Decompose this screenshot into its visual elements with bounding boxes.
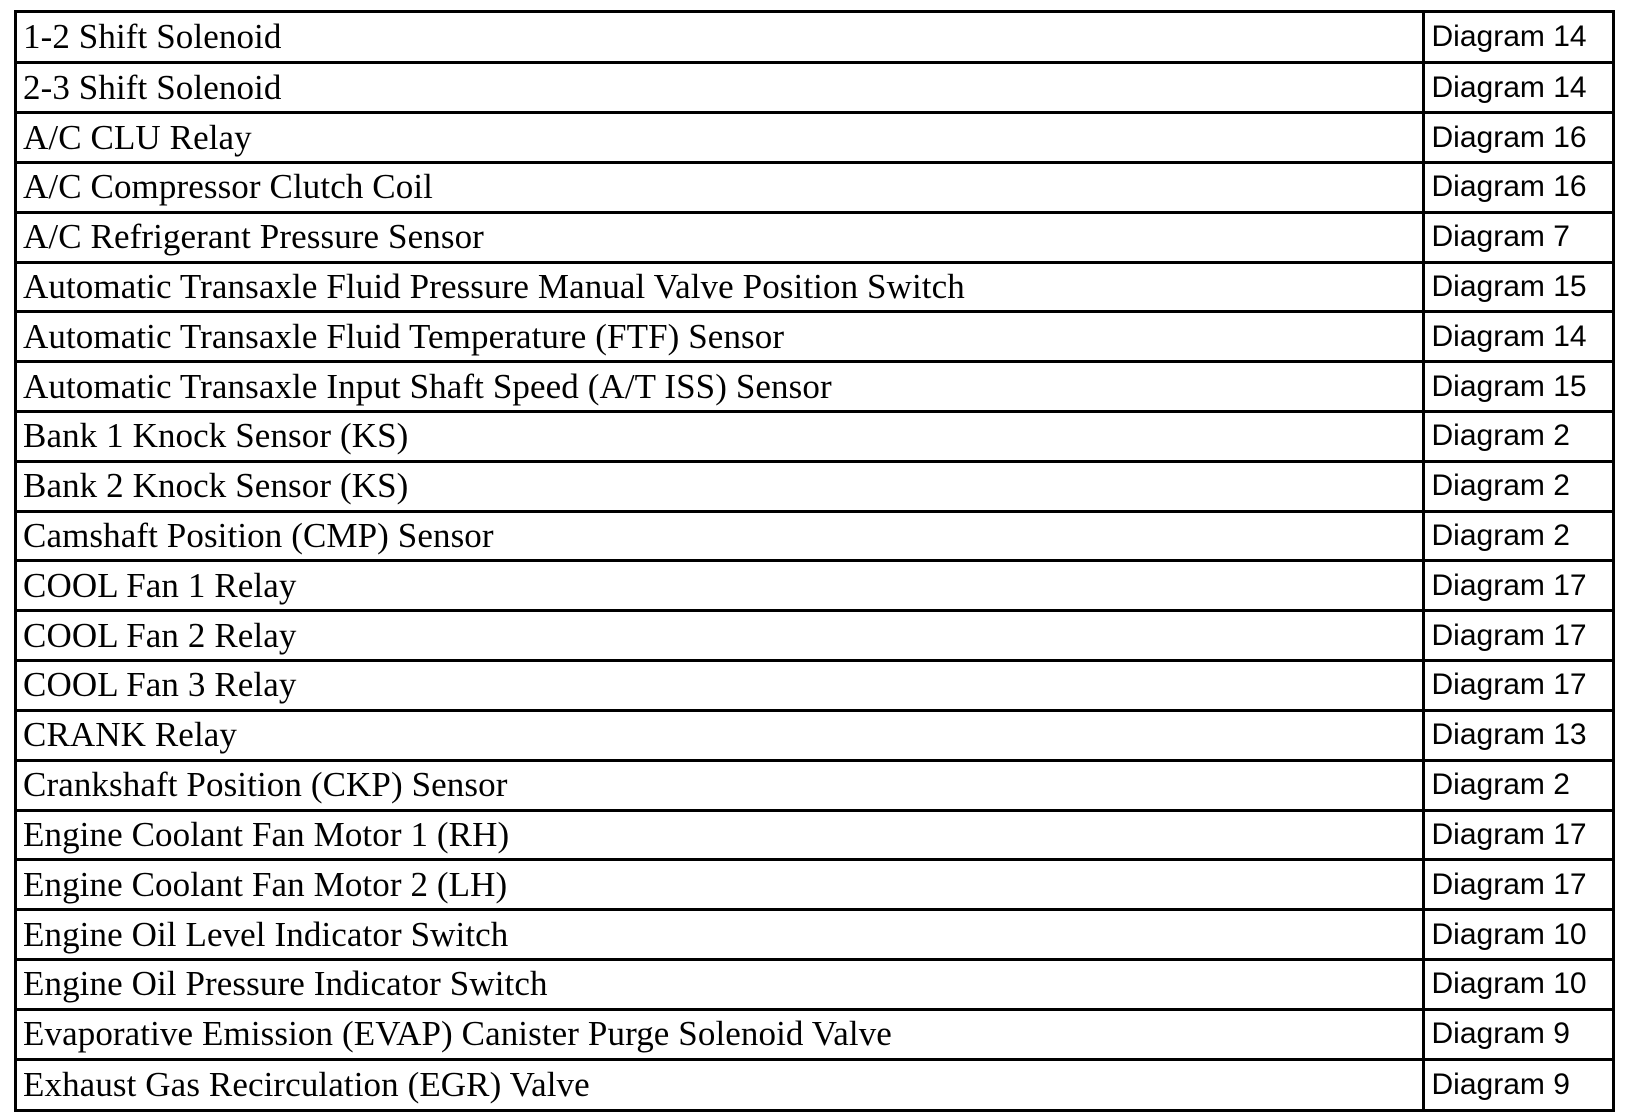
component-name-cell: Evaporative Emission (EVAP) Canister Purge Solenoid Valve — [17, 1009, 1423, 1059]
diagram-ref-cell: Diagram 9 — [1423, 1009, 1612, 1059]
diagram-ref-cell: Diagram 7 — [1423, 212, 1612, 262]
diagram-ref-cell: Diagram 17 — [1423, 561, 1612, 611]
diagram-ref-cell: Diagram 10 — [1423, 910, 1612, 960]
diagram-ref-cell: Diagram 14 — [1423, 312, 1612, 362]
table-row — [17, 113, 1612, 163]
diagram-ref-cell: Diagram 14 — [1423, 63, 1612, 113]
table-row — [17, 810, 1612, 860]
diagram-ref-cell: Diagram 2 — [1423, 511, 1612, 561]
table-row — [17, 561, 1612, 611]
component-name-cell: Bank 1 Knock Sensor (KS) — [17, 412, 1423, 462]
table-row — [17, 212, 1612, 262]
table-row — [17, 262, 1612, 312]
diagram-ref-cell: Diagram 17 — [1423, 661, 1612, 711]
component-name-cell: A/C Compressor Clutch Coil — [17, 162, 1423, 212]
table-row — [17, 860, 1612, 910]
component-name-cell: CRANK Relay — [17, 710, 1423, 760]
component-name-cell: Exhaust Gas Recirculation (EGR) Valve — [17, 1059, 1423, 1109]
component-name-cell: Automatic Transaxle Fluid Temperature (FTF) Sensor — [17, 312, 1423, 362]
component-name-cell: Engine Coolant Fan Motor 2 (LH) — [17, 860, 1423, 910]
component-name-cell: A/C CLU Relay — [17, 113, 1423, 163]
table-row — [17, 611, 1612, 661]
diagram-ref-cell: Diagram 16 — [1423, 113, 1612, 163]
table-row — [17, 511, 1612, 561]
table-row — [17, 63, 1612, 113]
component-name-cell: Automatic Transaxle Input Shaft Speed (A/T ISS) Sensor — [17, 362, 1423, 412]
diagram-ref-cell: Diagram 17 — [1423, 810, 1612, 860]
component-diagram-table — [14, 10, 1615, 1112]
diagram-ref-cell: Diagram 14 — [1423, 13, 1612, 63]
table-row — [17, 760, 1612, 810]
diagram-ref-cell: Diagram 15 — [1423, 262, 1612, 312]
diagram-ref-cell: Diagram 17 — [1423, 611, 1612, 661]
table-row — [17, 710, 1612, 760]
component-name-cell: Automatic Transaxle Fluid Pressure Manual Valve Position Switch — [17, 262, 1423, 312]
diagram-ref-cell: Diagram 16 — [1423, 162, 1612, 212]
diagram-ref-cell: Diagram 2 — [1423, 760, 1612, 810]
component-name-cell: Camshaft Position (CMP) Sensor — [17, 511, 1423, 561]
component-name-cell: A/C Refrigerant Pressure Sensor — [17, 212, 1423, 262]
diagram-ref-cell: Diagram 2 — [1423, 461, 1612, 511]
component-name-cell: Crankshaft Position (CKP) Sensor — [17, 760, 1423, 810]
diagram-ref-cell: Diagram 17 — [1423, 860, 1612, 910]
component-name-cell: 2-3 Shift Solenoid — [17, 63, 1423, 113]
table-row — [17, 910, 1612, 960]
table-row — [17, 362, 1612, 412]
table-row — [17, 661, 1612, 711]
component-table — [17, 13, 1612, 1109]
component-name-cell: 1-2 Shift Solenoid — [17, 13, 1423, 63]
component-name-cell: COOL Fan 2 Relay — [17, 611, 1423, 661]
component-name-cell: COOL Fan 3 Relay — [17, 661, 1423, 711]
table-row — [17, 1009, 1612, 1059]
diagram-ref-cell: Diagram 15 — [1423, 362, 1612, 412]
component-name-cell: Bank 2 Knock Sensor (KS) — [17, 461, 1423, 511]
diagram-ref-cell: Diagram 10 — [1423, 959, 1612, 1009]
table-row — [17, 312, 1612, 362]
diagram-ref-cell: Diagram 9 — [1423, 1059, 1612, 1109]
table-body — [17, 13, 1612, 1109]
table-row — [17, 412, 1612, 462]
diagram-ref-cell: Diagram 2 — [1423, 412, 1612, 462]
table-row — [17, 1059, 1612, 1109]
component-name-cell: Engine Oil Level Indicator Switch — [17, 910, 1423, 960]
component-name-cell: COOL Fan 1 Relay — [17, 561, 1423, 611]
diagram-ref-cell: Diagram 13 — [1423, 710, 1612, 760]
table-row — [17, 13, 1612, 63]
table-row — [17, 959, 1612, 1009]
table-row — [17, 461, 1612, 511]
component-name-cell: Engine Oil Pressure Indicator Switch — [17, 959, 1423, 1009]
table-row — [17, 162, 1612, 212]
component-name-cell: Engine Coolant Fan Motor 1 (RH) — [17, 810, 1423, 860]
